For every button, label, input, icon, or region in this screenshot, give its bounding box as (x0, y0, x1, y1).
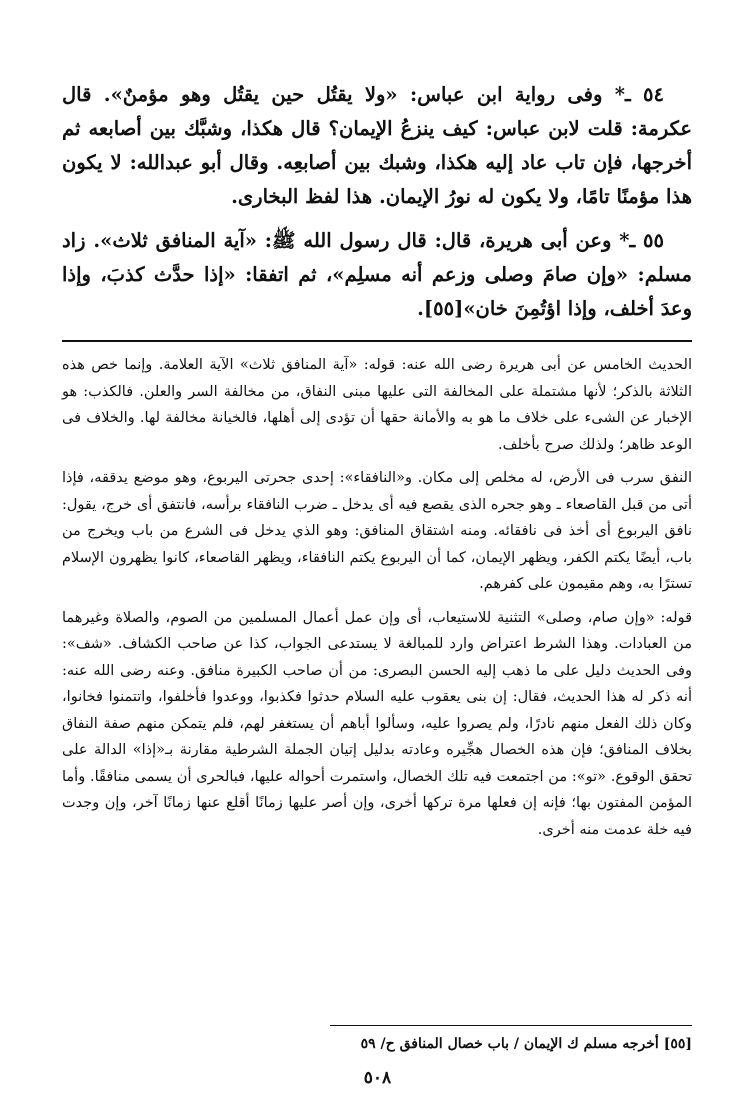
page-number: ٥٠٨ (363, 1068, 392, 1088)
commentary-paragraph-1: الحديث الخامس عن أبى هريرة رضى الله عنه: قوله: «آية المنافق ثلاث» الآية العلامة. وإنما خص هذه الثلاثة بالذكر؛ لأنها مشتملة على المخالفة التى عليها مبنى النفاق، من مخالفة السر والعلن. فالكذب: هو الإخبار عن الشىء على خلاف ما هو به والأمانة حقها أن تؤدى إلى أهلها، فالخيانة مخالفة لها. والخلاف فى الوعد ظاهر؛ ولذلك صرح بأخلف. (62, 357, 692, 453)
section-divider (62, 340, 692, 342)
footnote: [٥٥] أخرجه مسلم ك الإيمان / باب خصال المنافق ح/ ٥٩ (360, 1036, 692, 1052)
hadith-main-text (62, 78, 692, 326)
hadith-paragraph-55: ٥٥ ـ* وعن أبى هريرة، قال: قال رسول الله ﷺ: «آية المنافق ثلاث». زاد مسلم: «وإن صامَ وصلى وزعم أنه مسلِم»، ثم اتفقا: «إذا حدَّث كذبَ، وإذا وعدَ أخلف، وإذا اؤتُمِنَ خان»[٥٥]. (62, 229, 692, 320)
commentary-paragraph-3: قوله: «وإن صام، وصلى» التثنية للاستيعاب، أى وإن عمل أعمال المسلمين من الصوم، والصلاة وغيرهما من العبادات. وهذا الشرط اعتراض وارد للمبالغة لا يستدعى الجواب، كذا عن صاحب الكشاف. «شف»: وفى الحديث دليل على ما ذهب إليه الحسن البصرى: من أن صاحب الكبيرة منافق. وعنه رضى الله عنه: أنه ذكر له هذا الحديث، فقال: إن بنى يعقوب عليه السلام حدثوا فكذبوا، ووعدوا فأخلفوا، واتتمنوا فخانوا، وكان ذلك الفعل منهم نادرًا، ولم يصروا عليه، وسألوا أباهم أن يستغفر لهم، فلم يتمكن منهم صفة النفاق بخلاف المنافق؛ فإن هذه الخصال هجِّيره وعادته بدليل إتيان الجملة الشرطية مقارنة بـ«إذا» الدالة على تحقق الوقوع. «تو»: من اجتمعت فيه تلك الخصال، واستمرت أحواله عليها، فبالحرى أن يسمى منافقًا. وأما المؤمن المفتون بها؛ فإنه إن فعلها مرة تركها أخرى، وإن أصر عليها زمانًا أقلع عنها زمانًا آخر، وإن وجدت فيه خلة عدمت منه أخرى. (62, 609, 692, 838)
hadith-paragraph-54: ٥٤ ـ* وفى رواية ابن عباس: «ولا يقتُل حين يقتُل وهو مؤمنٌ». قال عكرمة: قلت لابن عباس: كيف ينزعُ الإيمان؟ قال هكذا، وشبَّك بين أصابعه ثم أخرجها، فإن تاب عاد إليه هكذا، وشبك بين أصابعِه. وقال أبو عبدالله: لا يكون هذا مؤمنًا تامًا، ولا يكون له نورُ الإيمان. هذا لفظ البخارى. (62, 83, 692, 208)
commentary-text (62, 352, 692, 843)
footnote-divider (330, 1025, 692, 1026)
commentary-paragraph-2: النفق سرب فى الأرض، له مخلص إلى مكان. و«النافقاء»: إحدى جحرتى اليربوع، وهو موضع يدققه، فإذا أتى من قبل القاصعاء ـ وهو جحره الذى يقصع فيه أى يدخل ـ ضرب النافقاء برأسه، فانتفق أى خرج، يقول: نافق اليربوع أى أخذ فى نافقائه. ومنه اشتقاق المنافق: وهو الذي يدخل فى الشرع من باب ويخرج من باب، أيضًا يكتم الكفر، ويظهر الإيمان، كما أن اليربوع يكتم النافقاء، ويظهر القاصعاء، كانوا يظهرون الإسلام تسترًا به، وهم مقيمون على كفرهم. (62, 470, 692, 592)
page-content (62, 78, 692, 850)
